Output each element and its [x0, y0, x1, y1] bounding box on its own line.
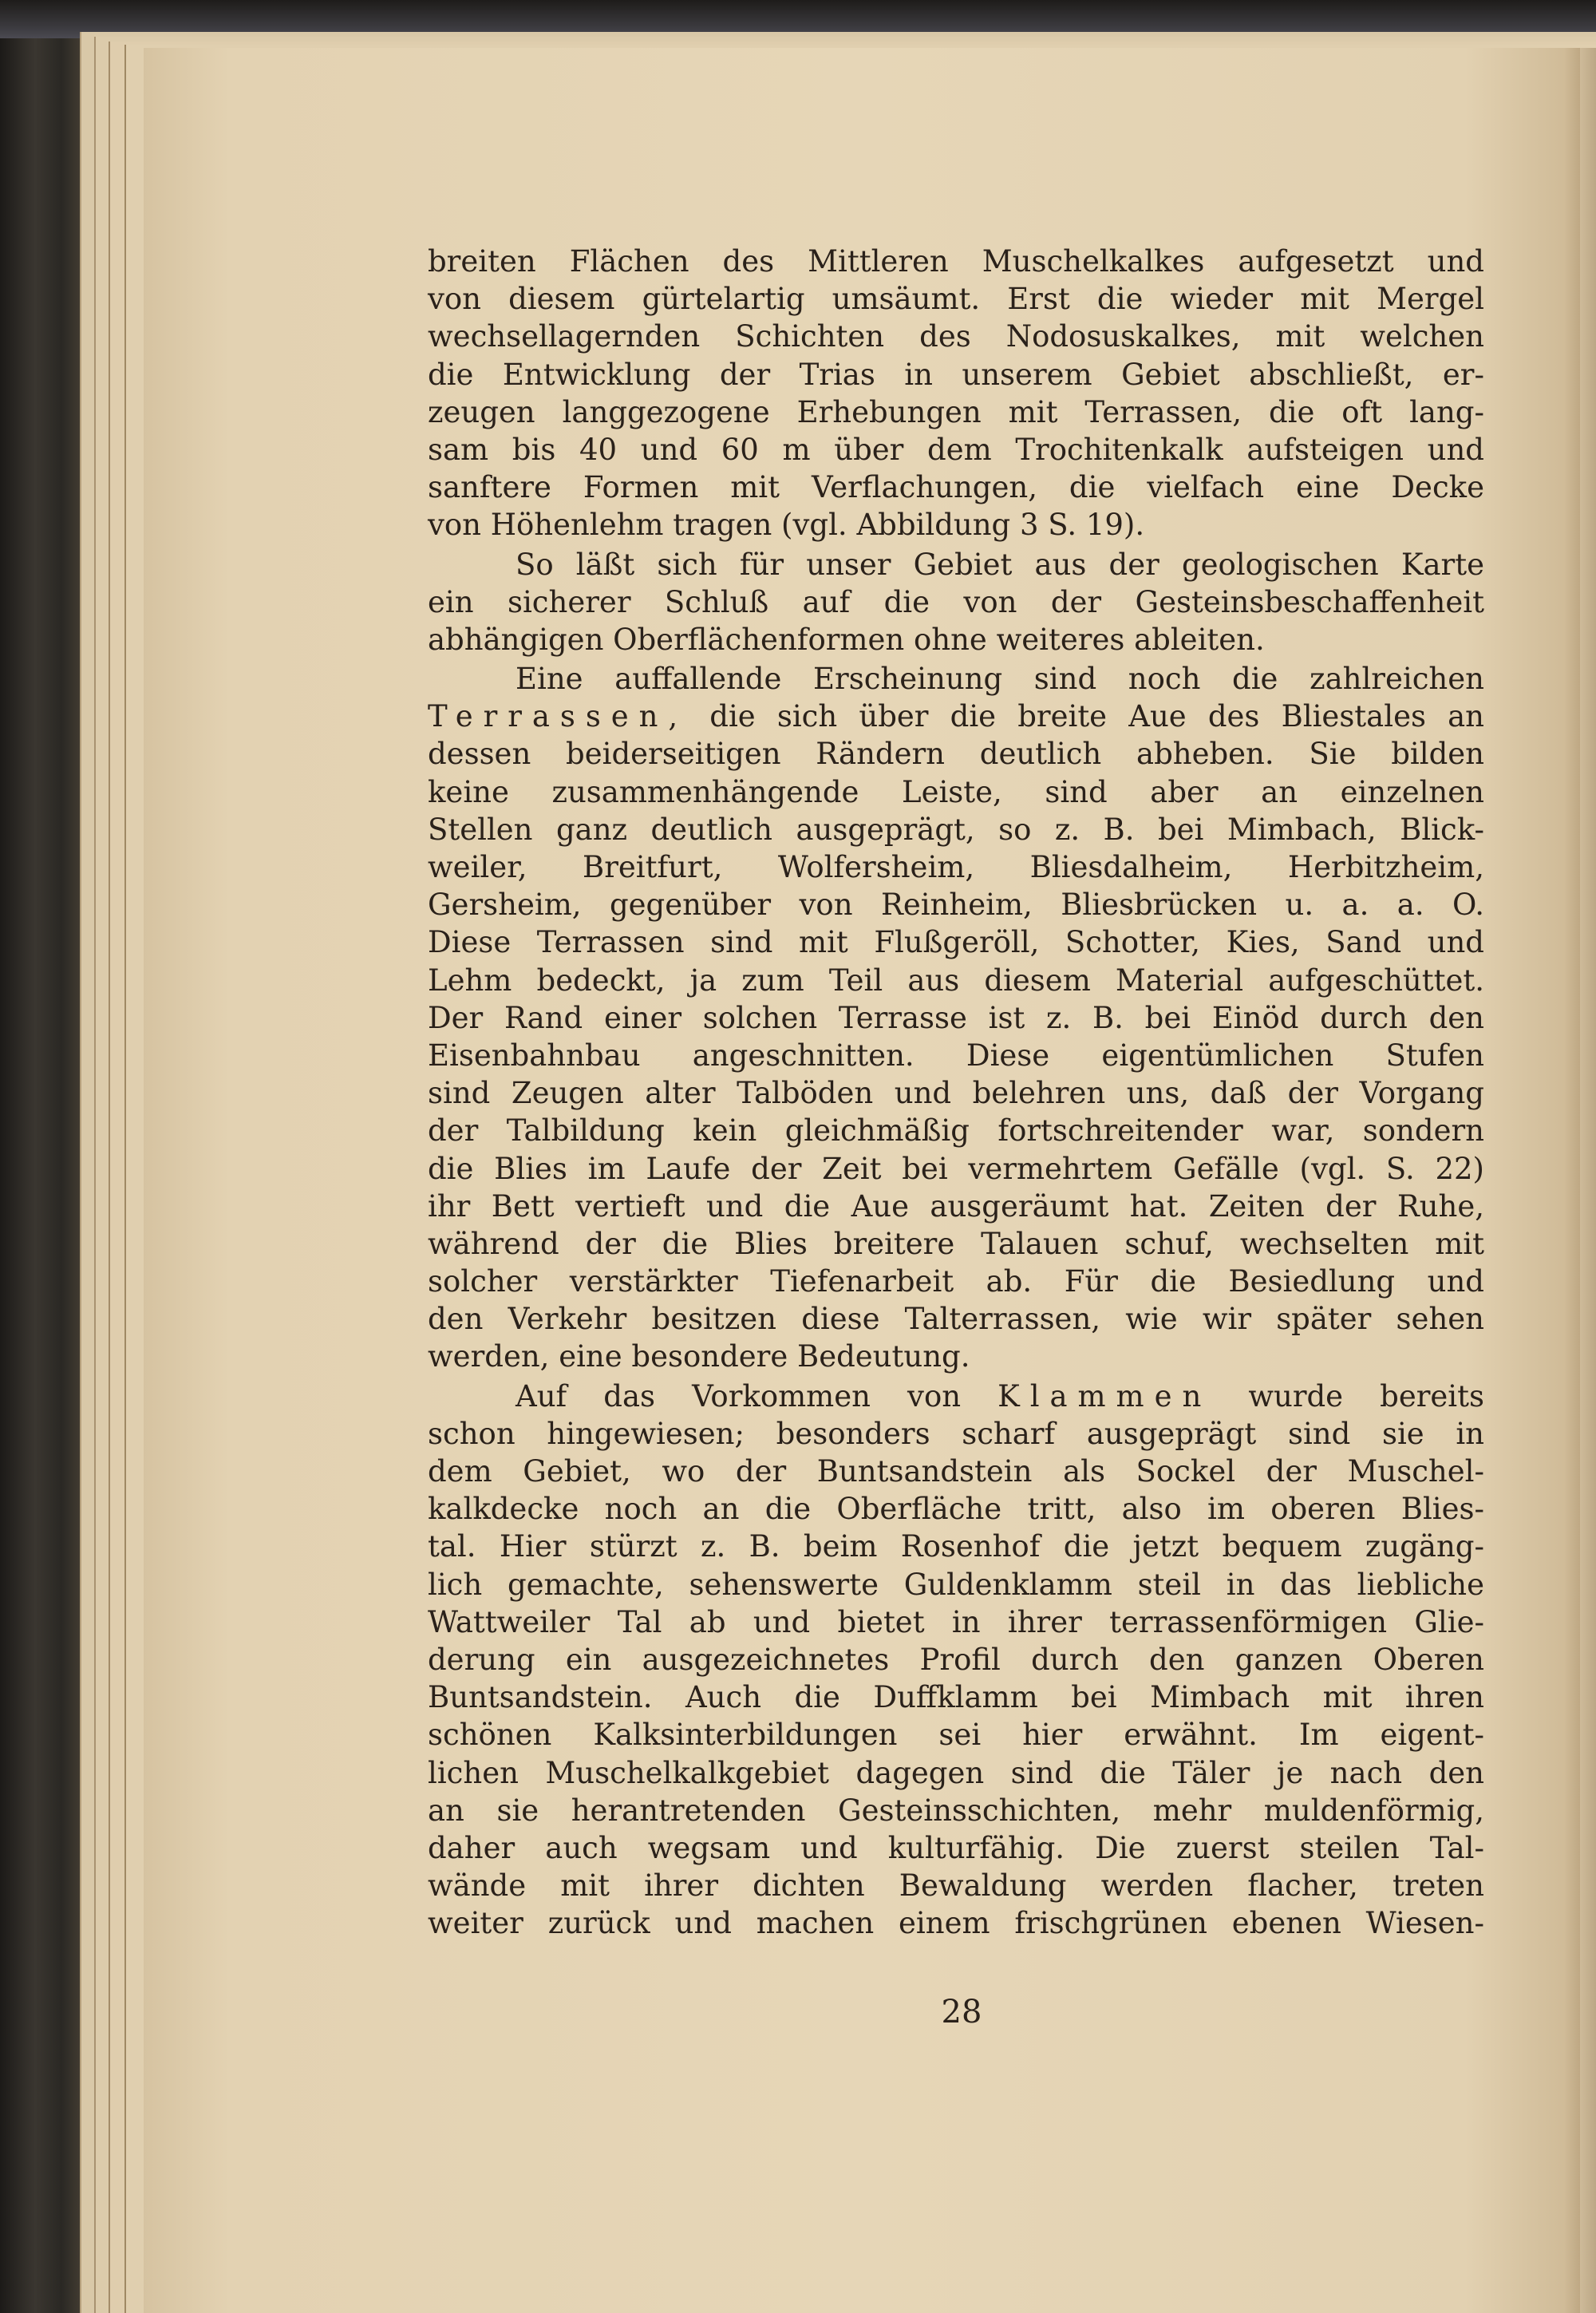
text-line: sam bis 40 und 60 m über dem Trochitenkalk aufsteigen und — [428, 432, 1484, 467]
text-fragment: Auf das Vorkommen von — [516, 1378, 962, 1414]
text-line: Stellen ganz deutlich ausgeprägt, so z. B. bei Mimbach, Blick- — [428, 812, 1484, 847]
text-line: keine zusammenhängende Leiste, sind aber an einzelnen — [428, 774, 1484, 809]
text-line: sind Zeugen alter Talböden und belehren uns, daß der Vorgang — [428, 1076, 1484, 1111]
text-line: Eisenbahnbau angeschnitten. Diese eigentümlichen Stufen — [428, 1038, 1484, 1073]
text-line: dem Gebiet, wo der Buntsandstein als Sockel der Muschel- — [428, 1454, 1484, 1489]
text-line: schon hingewiesen; besonders scharf ausgeprägt sind sie in — [428, 1416, 1484, 1451]
paragraph-1 — [428, 243, 1484, 544]
text-line: derung ein ausgezeichnetes Profil durch den ganzen Oberen — [428, 1642, 1484, 1677]
text-line: Diese Terrassen sind mit Flußgeröll, Schotter, Kies, Sand und — [428, 925, 1484, 960]
text-line: schönen Kalksinterbildungen sei hier erwähnt. Im eigent- — [428, 1718, 1484, 1753]
text-line: die Entwicklung der Trias in unserem Gebiet abschließt, er- — [428, 357, 1484, 392]
text-fragment: die sich über die breite Aue des Bliestales an — [709, 699, 1484, 734]
text-line: Lehm bedeckt, ja zum Teil aus diesem Material aufgeschüttet. — [428, 963, 1484, 998]
text-line: weiter zurück und machen einem frischgrünen ebenen Wiesen- — [428, 1906, 1484, 1941]
text-line: So läßt sich für unser Gebiet aus der geologischen Karte — [516, 547, 1484, 582]
text-line: wechsellagernden Schichten des Nodosuskalkes, mit welchen — [428, 319, 1484, 354]
text-line — [428, 698, 1484, 735]
text-line: die Blies im Laufe der Zeit bei vermehrtem Gefälle (vgl. S. 22) — [428, 1151, 1484, 1186]
text-line: Wattweiler Tal ab und bietet in ihrer terrassenförmigen Glie- — [428, 1604, 1484, 1639]
body-text — [428, 243, 1484, 1943]
text-line: an sie herantretenden Gesteinsschichten, mehr muldenförmig, — [428, 1793, 1484, 1828]
text-line: lich gemachte, sehenswerte Guldenklamm steil in das liebliche — [428, 1567, 1484, 1602]
text-fragment: wurde bereits — [1248, 1378, 1485, 1414]
text-line: wände mit ihrer dichten Bewaldung werden flacher, treten — [428, 1868, 1484, 1904]
text-line: ihr Bett vertieft und die Aue ausgeräumt hat. Zeiten der Ruhe, — [428, 1188, 1484, 1224]
text-line: breiten Flächen des Mittleren Muschelkalkes aufgesetzt und — [428, 244, 1484, 279]
text-line: dessen beiderseitigen Rändern deutlich abheben. Sie bilden — [428, 737, 1484, 772]
text-line: werden, eine besondere Bedeutung. — [428, 1339, 970, 1374]
text-line: der Talbildung kein gleichmäßig fortschreitender war, sondern — [428, 1113, 1484, 1149]
text-line: Der Rand einer solchen Terrasse ist z. B. bei Einöd durch den — [428, 1000, 1484, 1035]
text-line: weiler, Breitfurt, Wolfersheim, Bliesdalheim, Herbitzheim, — [428, 850, 1484, 884]
page-number: 28 — [941, 1994, 982, 2030]
text-line: von Höhenlehm tragen (vgl. Abbildung 3 S. 19). — [428, 508, 1145, 543]
text-line: zeugen langgezogene Erhebungen mit Terrassen, die oft lang- — [428, 394, 1484, 429]
text-line: lichen Muschelkalkgebiet dagegen sind die Täler je nach den — [428, 1755, 1484, 1790]
paragraph-3 — [428, 660, 1484, 1376]
text-line: Eine auffallende Erscheinung sind noch die zahlreichen — [516, 662, 1484, 697]
paragraph-2 — [428, 546, 1484, 659]
page-gutter-shadow — [1564, 48, 1596, 2313]
text-line: ein sicherer Schluß auf die von der Gesteinsbeschaffenheit — [428, 584, 1484, 619]
paragraph-4 — [428, 1378, 1484, 1943]
text-line: den Verkehr besitzen diese Talterrassen, wie wir später sehen — [428, 1302, 1484, 1337]
text-line: tal. Hier stürzt z. B. beim Rosenhof die jetzt bequem zugäng- — [428, 1529, 1484, 1564]
text-line: von diesem gürtelartig umsäumt. Erst die wieder mit Mergel — [428, 282, 1484, 317]
spaced-emphasis: Terrassen, — [428, 699, 689, 734]
spaced-emphasis: Klammen — [998, 1378, 1212, 1414]
text-line: während der die Blies breitere Talauen schuf, wechselten mit — [428, 1226, 1484, 1261]
text-line: sanftere Formen mit Verflachungen, die vielfach eine Decke — [428, 470, 1484, 505]
text-line: abhängigen Oberflächenformen ohne weiteres ableiten. — [428, 622, 1265, 657]
text-line: Gersheim, gegenüber von Reinheim, Bliesbrücken u. a. a. O. — [428, 888, 1484, 923]
text-line: Buntsandstein. Auch die Duffklamm bei Mimbach mit ihren — [428, 1680, 1484, 1715]
text-line: kalkdecke noch an die Oberfläche tritt, also im oberen Blies- — [428, 1492, 1484, 1527]
text-line: daher auch wegsam und kulturfähig. Die zuerst steilen Tal- — [428, 1830, 1484, 1865]
text-line — [428, 1378, 1484, 1415]
book-cover-edge — [0, 0, 88, 2313]
text-line: solcher verstärkter Tiefenarbeit ab. Für die Besiedlung und — [428, 1264, 1484, 1299]
